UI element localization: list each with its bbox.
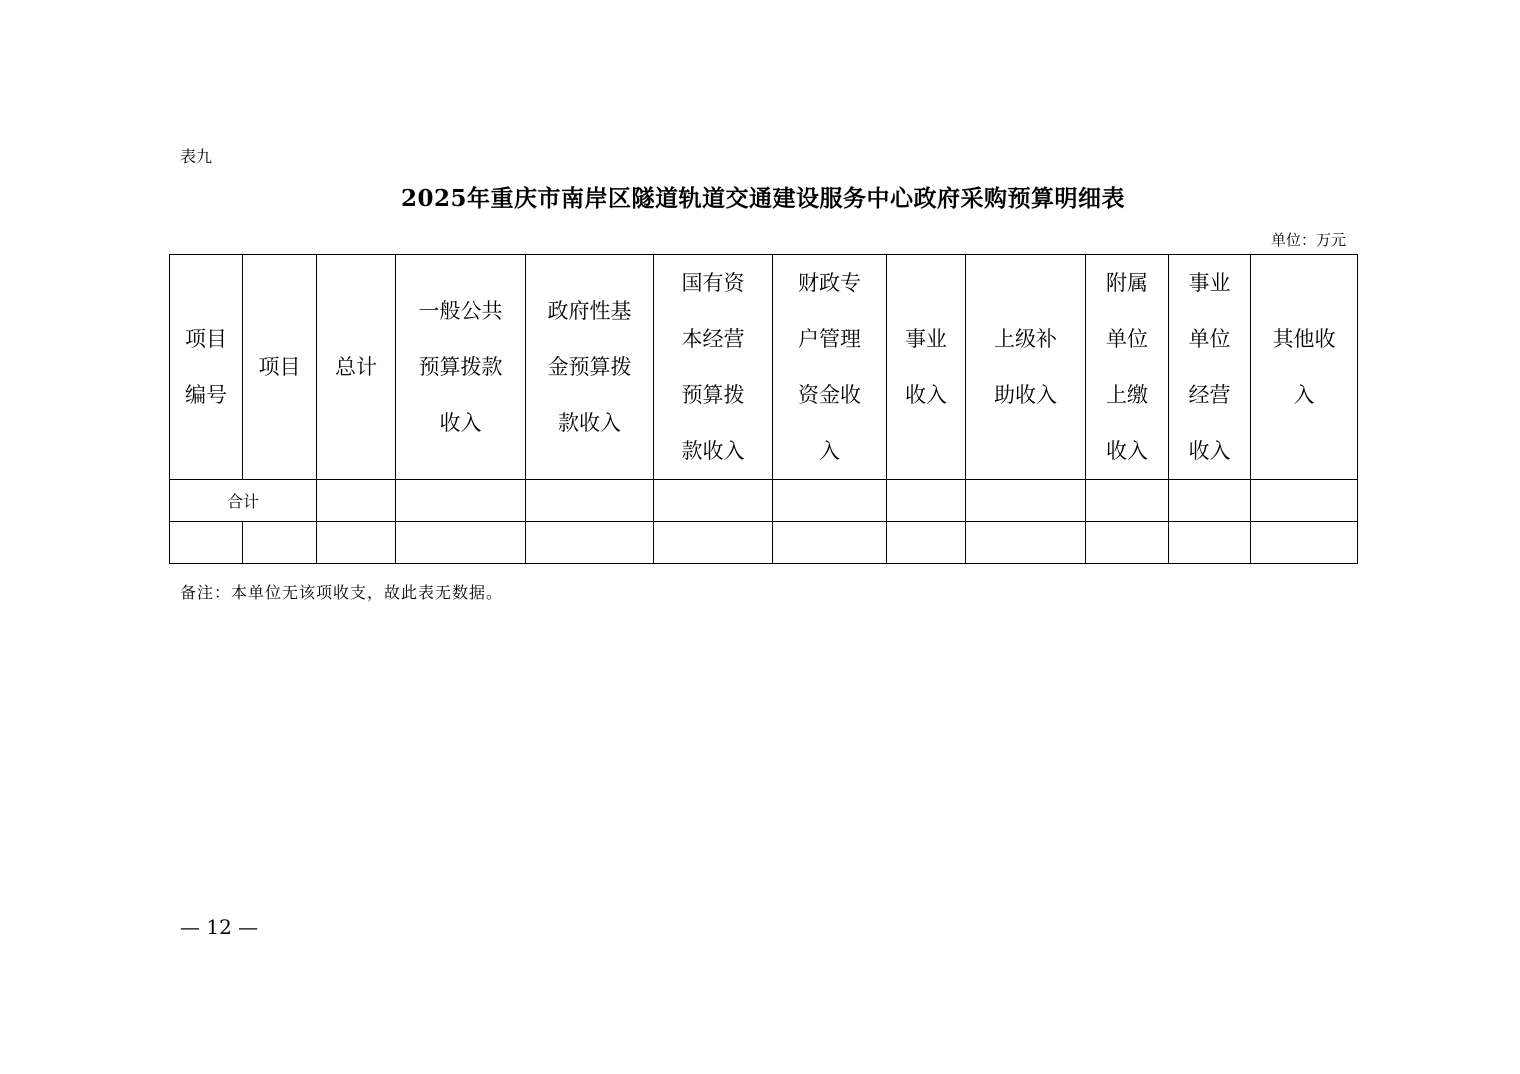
table-cell (773, 522, 887, 564)
total-row (170, 480, 1358, 522)
table-cell (526, 480, 654, 522)
table-cell (317, 480, 396, 522)
header-cell-affiliate-remit: 附属 单位 上缴 收入 (1086, 255, 1169, 480)
table-cell (243, 522, 317, 564)
table-cell (887, 522, 966, 564)
table-cell (1251, 480, 1358, 522)
table-cell (654, 480, 773, 522)
table-cell (396, 480, 526, 522)
table-cell (654, 522, 773, 564)
table-cell (1086, 480, 1169, 522)
budget-table (169, 254, 1358, 564)
table-cell (317, 522, 396, 564)
table-cell (170, 522, 243, 564)
header-cell-special-account: 财政专 户管理 资金收 入 (773, 255, 887, 480)
table-row (170, 522, 1358, 564)
table-cell (773, 480, 887, 522)
table-cell (396, 522, 526, 564)
table-cell (1251, 522, 1358, 564)
page-number: — 12 — (180, 915, 259, 939)
table-label: 表九 (180, 147, 213, 166)
unit-label: 单位：万元 (1270, 231, 1346, 249)
header-cell-operating-income: 事业 单位 经营 收入 (1169, 255, 1251, 480)
header-cell-business-income: 事业 收入 (887, 255, 966, 480)
header-cell-superior-subsidy: 上级补 助收入 (966, 255, 1086, 480)
document-title: 2025年重庆市南岸区隧道轨道交通建设服务中心政府采购预算明细表 (400, 185, 1125, 212)
total-label: 合计 (170, 480, 317, 522)
table-cell (1169, 480, 1251, 522)
table-cell (1086, 522, 1169, 564)
table-cell (887, 480, 966, 522)
table-cell (526, 522, 654, 564)
table-cell (1169, 522, 1251, 564)
note-text: 备注：本单位无该项收支，故此表无数据。 (180, 583, 504, 602)
header-cell-project-code: 项目 编号 (170, 255, 243, 480)
header-cell-project: 项目 (243, 255, 317, 480)
header-cell-state-capital: 国有资 本经营 预算拨 款收入 (654, 255, 773, 480)
header-cell-other-income: 其他收 入 (1251, 255, 1358, 480)
header-cell-gov-fund: 政府性基 金预算拨 款收入 (526, 255, 654, 480)
header-row (170, 255, 1358, 480)
header-cell-total: 总计 (317, 255, 396, 480)
header-cell-general-budget: 一般公共 预算拨款 收入 (396, 255, 526, 480)
table-cell (966, 480, 1086, 522)
table-cell (966, 522, 1086, 564)
